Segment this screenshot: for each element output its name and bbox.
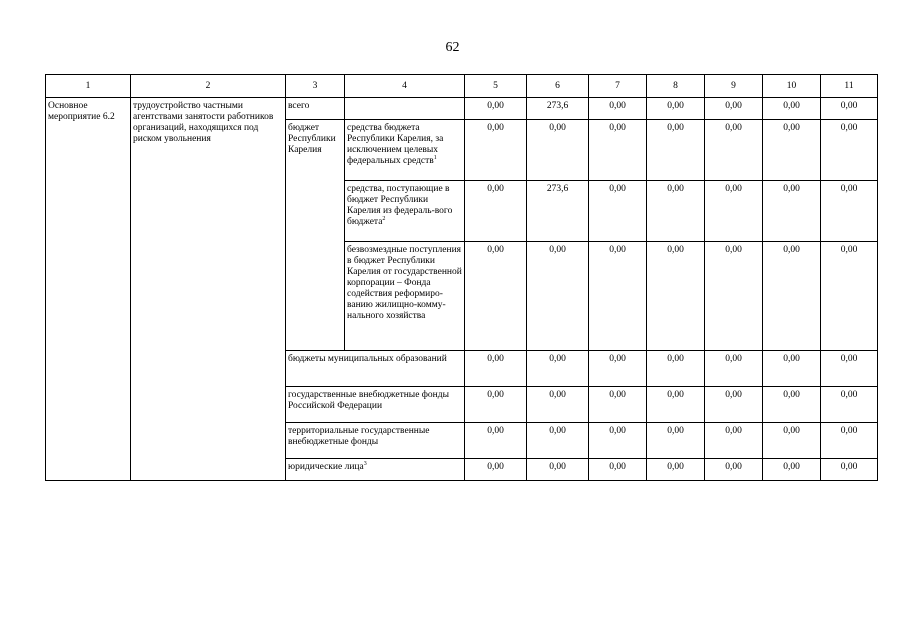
value-cell: 0,00 [527, 459, 589, 481]
value-cell: 0,00 [589, 181, 647, 242]
value-cell: 0,00 [821, 459, 878, 481]
column-header: 9 [705, 75, 763, 98]
value-cell: 0,00 [527, 351, 589, 387]
value-cell: 0,00 [705, 120, 763, 181]
column-header: 2 [131, 75, 286, 98]
value-cell: 0,00 [705, 242, 763, 351]
column-header: 10 [763, 75, 821, 98]
value-cell: 0,00 [527, 387, 589, 423]
footnote-mark: 3 [363, 460, 367, 467]
value-cell: 0,00 [527, 423, 589, 459]
row-label: государственные внебюджетные фонды Российской Федерации [286, 387, 465, 423]
value-cell: 0,00 [705, 459, 763, 481]
value-cell: 273,6 [527, 181, 589, 242]
column-header: 3 [286, 75, 345, 98]
column-header: 11 [821, 75, 878, 98]
value-cell: 0,00 [465, 459, 527, 481]
value-cell: 0,00 [647, 351, 705, 387]
column-header: 7 [589, 75, 647, 98]
value-cell: 0,00 [763, 459, 821, 481]
value-cell: 0,00 [589, 242, 647, 351]
column-header: 4 [345, 75, 465, 98]
value-cell: 0,00 [705, 181, 763, 242]
event-description: трудоустройство частными агентствами занятости работников организаций, находящихся под риском увольнения [131, 98, 286, 481]
value-cell: 0,00 [763, 387, 821, 423]
value-cell: 0,00 [821, 98, 878, 120]
value-cell: 0,00 [647, 423, 705, 459]
value-cell: 0,00 [763, 423, 821, 459]
value-cell: 0,00 [763, 242, 821, 351]
page-number: 62 [445, 40, 460, 55]
value-cell: 0,00 [647, 120, 705, 181]
event-name: Основное мероприятие 6.2 [46, 98, 131, 481]
column-header: 5 [465, 75, 527, 98]
value-cell: 0,00 [589, 351, 647, 387]
table-row-total [46, 98, 878, 120]
empty-cell [345, 98, 465, 120]
row-label: территориальные государственные внебюджетные фонды [286, 423, 465, 459]
value-cell: 0,00 [589, 387, 647, 423]
row-label: бюджеты муниципальных образований [286, 351, 465, 387]
value-cell: 0,00 [763, 98, 821, 120]
value-cell: 0,00 [705, 387, 763, 423]
value-cell: 0,00 [763, 181, 821, 242]
value-cell: 0,00 [465, 120, 527, 181]
sub-row-label: средства, поступающие в бюджет Республики Карелия из федераль-вого бюджета$^2$ [345, 181, 465, 242]
value-cell: 0,00 [647, 98, 705, 120]
value-cell: 0,00 [647, 459, 705, 481]
value-cell: 0,00 [647, 242, 705, 351]
column-header: 8 [647, 75, 705, 98]
value-cell: 0,00 [465, 387, 527, 423]
value-cell: 0,00 [589, 98, 647, 120]
value-cell: 0,00 [527, 120, 589, 181]
value-cell: 0,00 [763, 120, 821, 181]
column-header: 1 [46, 75, 131, 98]
value-cell: 0,00 [465, 98, 527, 120]
value-cell: 0,00 [465, 181, 527, 242]
value-cell: 0,00 [821, 351, 878, 387]
value-cell: 0,00 [589, 120, 647, 181]
footnote-mark: 2 [382, 215, 386, 222]
value-cell: 273,6 [527, 98, 589, 120]
row-label: бюджет Республики Карелия [286, 120, 345, 351]
value-cell: 0,00 [465, 351, 527, 387]
row-label: юридические лица$^3$ [286, 459, 465, 481]
value-cell: 0,00 [821, 387, 878, 423]
value-cell: 0,00 [821, 181, 878, 242]
value-cell: 0,00 [821, 423, 878, 459]
value-cell: 0,00 [705, 351, 763, 387]
value-cell: 0,00 [527, 242, 589, 351]
footnote-mark: 1 [433, 154, 437, 161]
value-cell: 0,00 [821, 120, 878, 181]
value-cell: 0,00 [705, 98, 763, 120]
value-cell: 0,00 [589, 459, 647, 481]
value-cell: 0,00 [465, 423, 527, 459]
row-label: всего [286, 98, 345, 120]
column-header: 6 [527, 75, 589, 98]
sub-row-label: безвозмездные поступления в бюджет Республики Карелия от государственной корпорации – Фонда содействия реформиро-ванию жилищно-комму-нального хозяйства [345, 242, 465, 351]
value-cell: 0,00 [589, 423, 647, 459]
value-cell: 0,00 [821, 242, 878, 351]
value-cell: 0,00 [647, 181, 705, 242]
value-cell: 0,00 [763, 351, 821, 387]
value-cell: 0,00 [647, 387, 705, 423]
value-cell: 0,00 [465, 242, 527, 351]
value-cell: 0,00 [705, 423, 763, 459]
budget-table [45, 74, 878, 481]
header-row [46, 75, 878, 98]
sub-row-label: средства бюджета Республики Карелия, за исключением целевых федеральных средств$^1$ [345, 120, 465, 181]
